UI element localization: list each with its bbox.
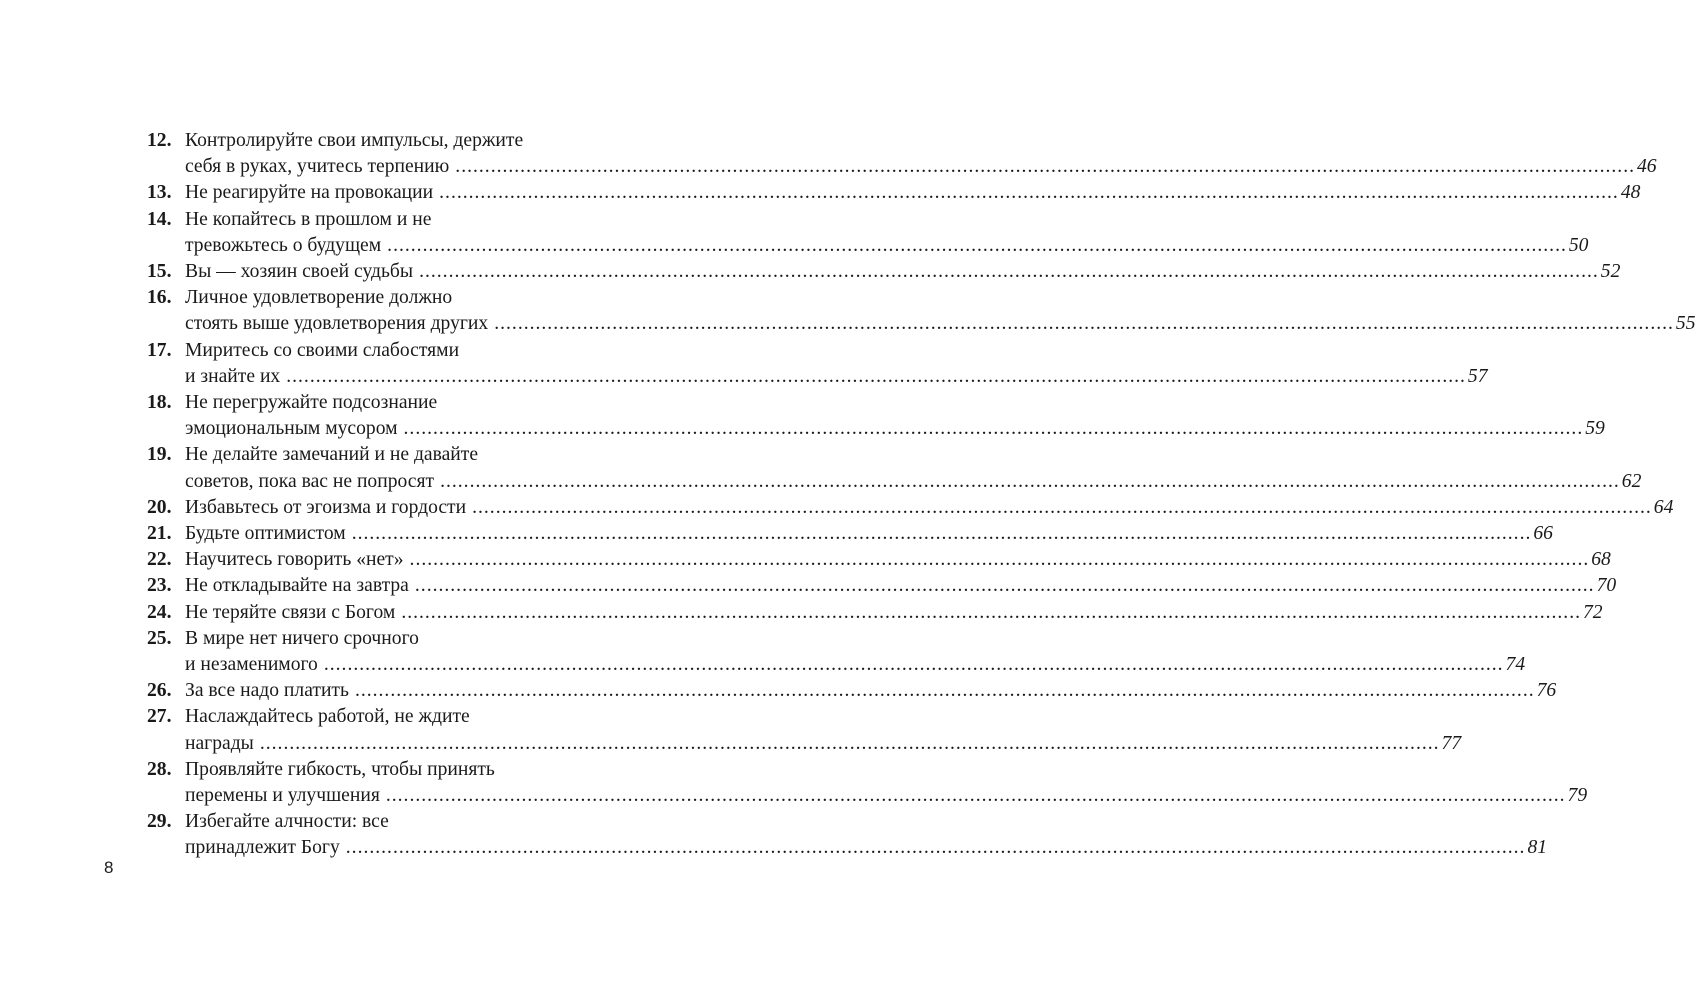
entry-number: 18.: [147, 392, 172, 414]
dot-leader: ........................................................................................................................................................................................................: [354, 680, 1535, 702]
entry-line: [185, 757, 609, 783]
dot-leader: ........................................................................................................................................................................................................: [409, 549, 1590, 571]
dot-leader: ........................................................................................................................................................................................................: [351, 523, 1532, 545]
dot-leader: ........................................................................................................................................................................................................: [472, 496, 1652, 518]
entry-number: 22.: [147, 549, 172, 571]
dot-leader: ........................................................................................................................................................................................................: [494, 313, 1674, 335]
entry-number: 21.: [147, 523, 172, 545]
dot-leader: ........................................................................................................................................................................................................: [403, 418, 1584, 440]
entry-line: [185, 678, 1557, 704]
entry-line: [185, 207, 609, 233]
entry-title: Не копайтесь в прошлом и не: [185, 208, 432, 230]
entry-number: 23.: [147, 575, 172, 597]
toc-entry: [145, 495, 1674, 521]
entry-line: [185, 442, 609, 468]
entry-title: советов, пока вас не попросят: [185, 470, 435, 492]
entry-page: 66: [1533, 523, 1553, 545]
entry-number: 26.: [147, 680, 172, 702]
entry-number: 29.: [147, 811, 172, 833]
entry-title: стоять выше удовлетворения других: [185, 313, 489, 335]
entry-line: [185, 626, 609, 652]
entry-line: [185, 364, 1488, 390]
entry-line: [185, 835, 1548, 861]
dot-leader: ........................................................................................................................................................................................................: [455, 156, 1635, 178]
entry-title: В мире нет ничего срочного: [185, 627, 419, 649]
toc-entry: [145, 521, 1553, 547]
dot-leader: ........................................................................................................................................................................................................: [401, 601, 1581, 623]
entry-title: эмоциональным мусором: [185, 418, 398, 440]
entry-line: [185, 547, 1611, 573]
toc-entry: [145, 442, 1642, 494]
entry-line: [185, 469, 1642, 495]
entry-number: 16.: [147, 287, 172, 309]
entry-line: [185, 338, 609, 364]
entry-page: 81: [1527, 837, 1548, 859]
toc-entry: [145, 338, 1488, 390]
entry-title: Избавьтесь от эгоизма и гордости: [185, 496, 467, 518]
dot-leader: ........................................................................................................................................................................................................: [385, 785, 1566, 807]
entry-page: 68: [1591, 549, 1611, 571]
entry-title: Контролируйте свои импульсы, держите: [185, 130, 524, 151]
entry-line: [185, 390, 609, 416]
toc-entry: [145, 547, 1611, 573]
entry-title: Личное удовлетворение должно: [185, 287, 453, 309]
entry-title: тревожьтесь о будущем: [185, 234, 382, 256]
dot-leader: ........................................................................................................................................................................................................: [345, 837, 1526, 859]
entry-title: и знайте их: [185, 365, 281, 387]
entry-number: 14.: [147, 208, 172, 230]
entry-page: 52: [1600, 261, 1621, 283]
entry-number: 24.: [147, 601, 172, 623]
dot-leader: ........................................................................................................................................................................................................: [439, 182, 1619, 204]
toc-entry: [145, 573, 1617, 599]
entry-page: 46: [1636, 156, 1657, 178]
entry-line: [185, 783, 1588, 809]
toc-entry: [145, 207, 1589, 259]
toc-entry: [145, 757, 1588, 809]
dot-leader: ........................................................................................................................................................................................................: [387, 234, 1567, 256]
toc-entry: [145, 180, 1641, 206]
entry-number: 15.: [147, 261, 172, 283]
entry-number: 27.: [147, 706, 172, 728]
entry-number: 25.: [147, 627, 172, 649]
entry-line: [185, 652, 1526, 678]
entry-line: [185, 573, 1617, 599]
entry-page: 48: [1620, 182, 1641, 204]
entry-line: [185, 285, 609, 311]
entry-title: Будьте оптимистом: [185, 523, 346, 545]
entry-title: Не перегружайте подсознание: [185, 392, 438, 414]
entry-page: 64: [1653, 496, 1674, 518]
entry-page: 59: [1585, 418, 1605, 440]
entry-title: За все надо платить: [185, 680, 349, 702]
entry-title: Вы — хозяин своей судьбы: [185, 261, 414, 283]
toc-entry: [145, 390, 1605, 442]
entry-line: [185, 233, 1589, 259]
entry-title: Не реагируйте на провокации: [185, 182, 434, 204]
entry-number: 20.: [147, 496, 172, 518]
entry-title: Миритесь со своими слабостями: [185, 339, 460, 361]
entry-line: [185, 416, 1605, 442]
toc-entry: [145, 809, 1548, 861]
entry-line: [185, 259, 1621, 285]
entry-title: награды: [185, 732, 254, 754]
dot-leader: ........................................................................................................................................................................................................: [419, 261, 1599, 283]
entry-page: 62: [1621, 470, 1642, 492]
entry-line: [185, 154, 1657, 180]
entry-title: Не теряйте связи с Богом: [185, 601, 396, 623]
entry-title: Проявляйте гибкость, чтобы принять: [185, 758, 495, 780]
toc-entry: [145, 128, 1657, 180]
entry-page: 70: [1596, 575, 1617, 597]
entry-number: 13.: [147, 182, 172, 204]
entry-line: [185, 180, 1641, 206]
dot-leader: ........................................................................................................................................................................................................: [440, 470, 1620, 492]
entry-number: 28.: [147, 758, 172, 780]
entry-line: [185, 731, 1462, 757]
entry-page: 50: [1568, 234, 1589, 256]
entry-title: Не откладывайте на завтра: [185, 575, 409, 597]
entry-title: Не делайте замечаний и не давайте: [185, 444, 479, 466]
dot-leader: ........................................................................................................................................................................................................: [323, 654, 1504, 676]
entry-page: 76: [1536, 680, 1557, 702]
entry-page: 77: [1441, 732, 1462, 754]
table-of-contents: [145, 128, 1696, 862]
entry-page: 72: [1583, 601, 1603, 623]
entry-title: Научитесь говорить «нет»: [185, 549, 404, 571]
toc-entry: [145, 678, 1557, 704]
toc-entry: [145, 259, 1621, 285]
entry-line: [185, 600, 1603, 626]
entry-line: [185, 809, 609, 835]
entry-number: 19.: [147, 444, 172, 466]
toc-entry: [145, 285, 1696, 337]
entry-line: [185, 311, 1696, 337]
dot-leader: ........................................................................................................................................................................................................: [259, 732, 1440, 754]
entry-title: и незаменимого: [185, 654, 318, 676]
dot-leader: ........................................................................................................................................................................................................: [414, 575, 1595, 597]
entry-page: 79: [1567, 785, 1588, 807]
entry-title: принадлежит Богу: [185, 837, 340, 859]
entry-line: [185, 128, 609, 154]
entry-page: 55: [1675, 313, 1696, 335]
toc-entry: [145, 600, 1603, 626]
toc-entry: [145, 704, 1462, 756]
entry-title: себя в руках, учитесь терпению: [185, 156, 450, 178]
entry-line: [185, 495, 1674, 521]
dot-leader: ........................................................................................................................................................................................................: [286, 365, 1466, 387]
entry-title: Наслаждайтесь работой, не ждите: [185, 706, 470, 728]
toc-entry: [145, 626, 1526, 678]
entry-page: 74: [1505, 654, 1526, 676]
entry-line: [185, 521, 1553, 547]
page-number: 8: [104, 858, 114, 877]
entry-page: 57: [1467, 365, 1488, 387]
entry-line: [185, 704, 609, 730]
entry-number: 12.: [147, 130, 172, 151]
entry-title: Избегайте алчности: все: [185, 811, 389, 833]
entry-title: перемены и улучшения: [185, 785, 380, 807]
entry-number: 17.: [147, 339, 172, 361]
